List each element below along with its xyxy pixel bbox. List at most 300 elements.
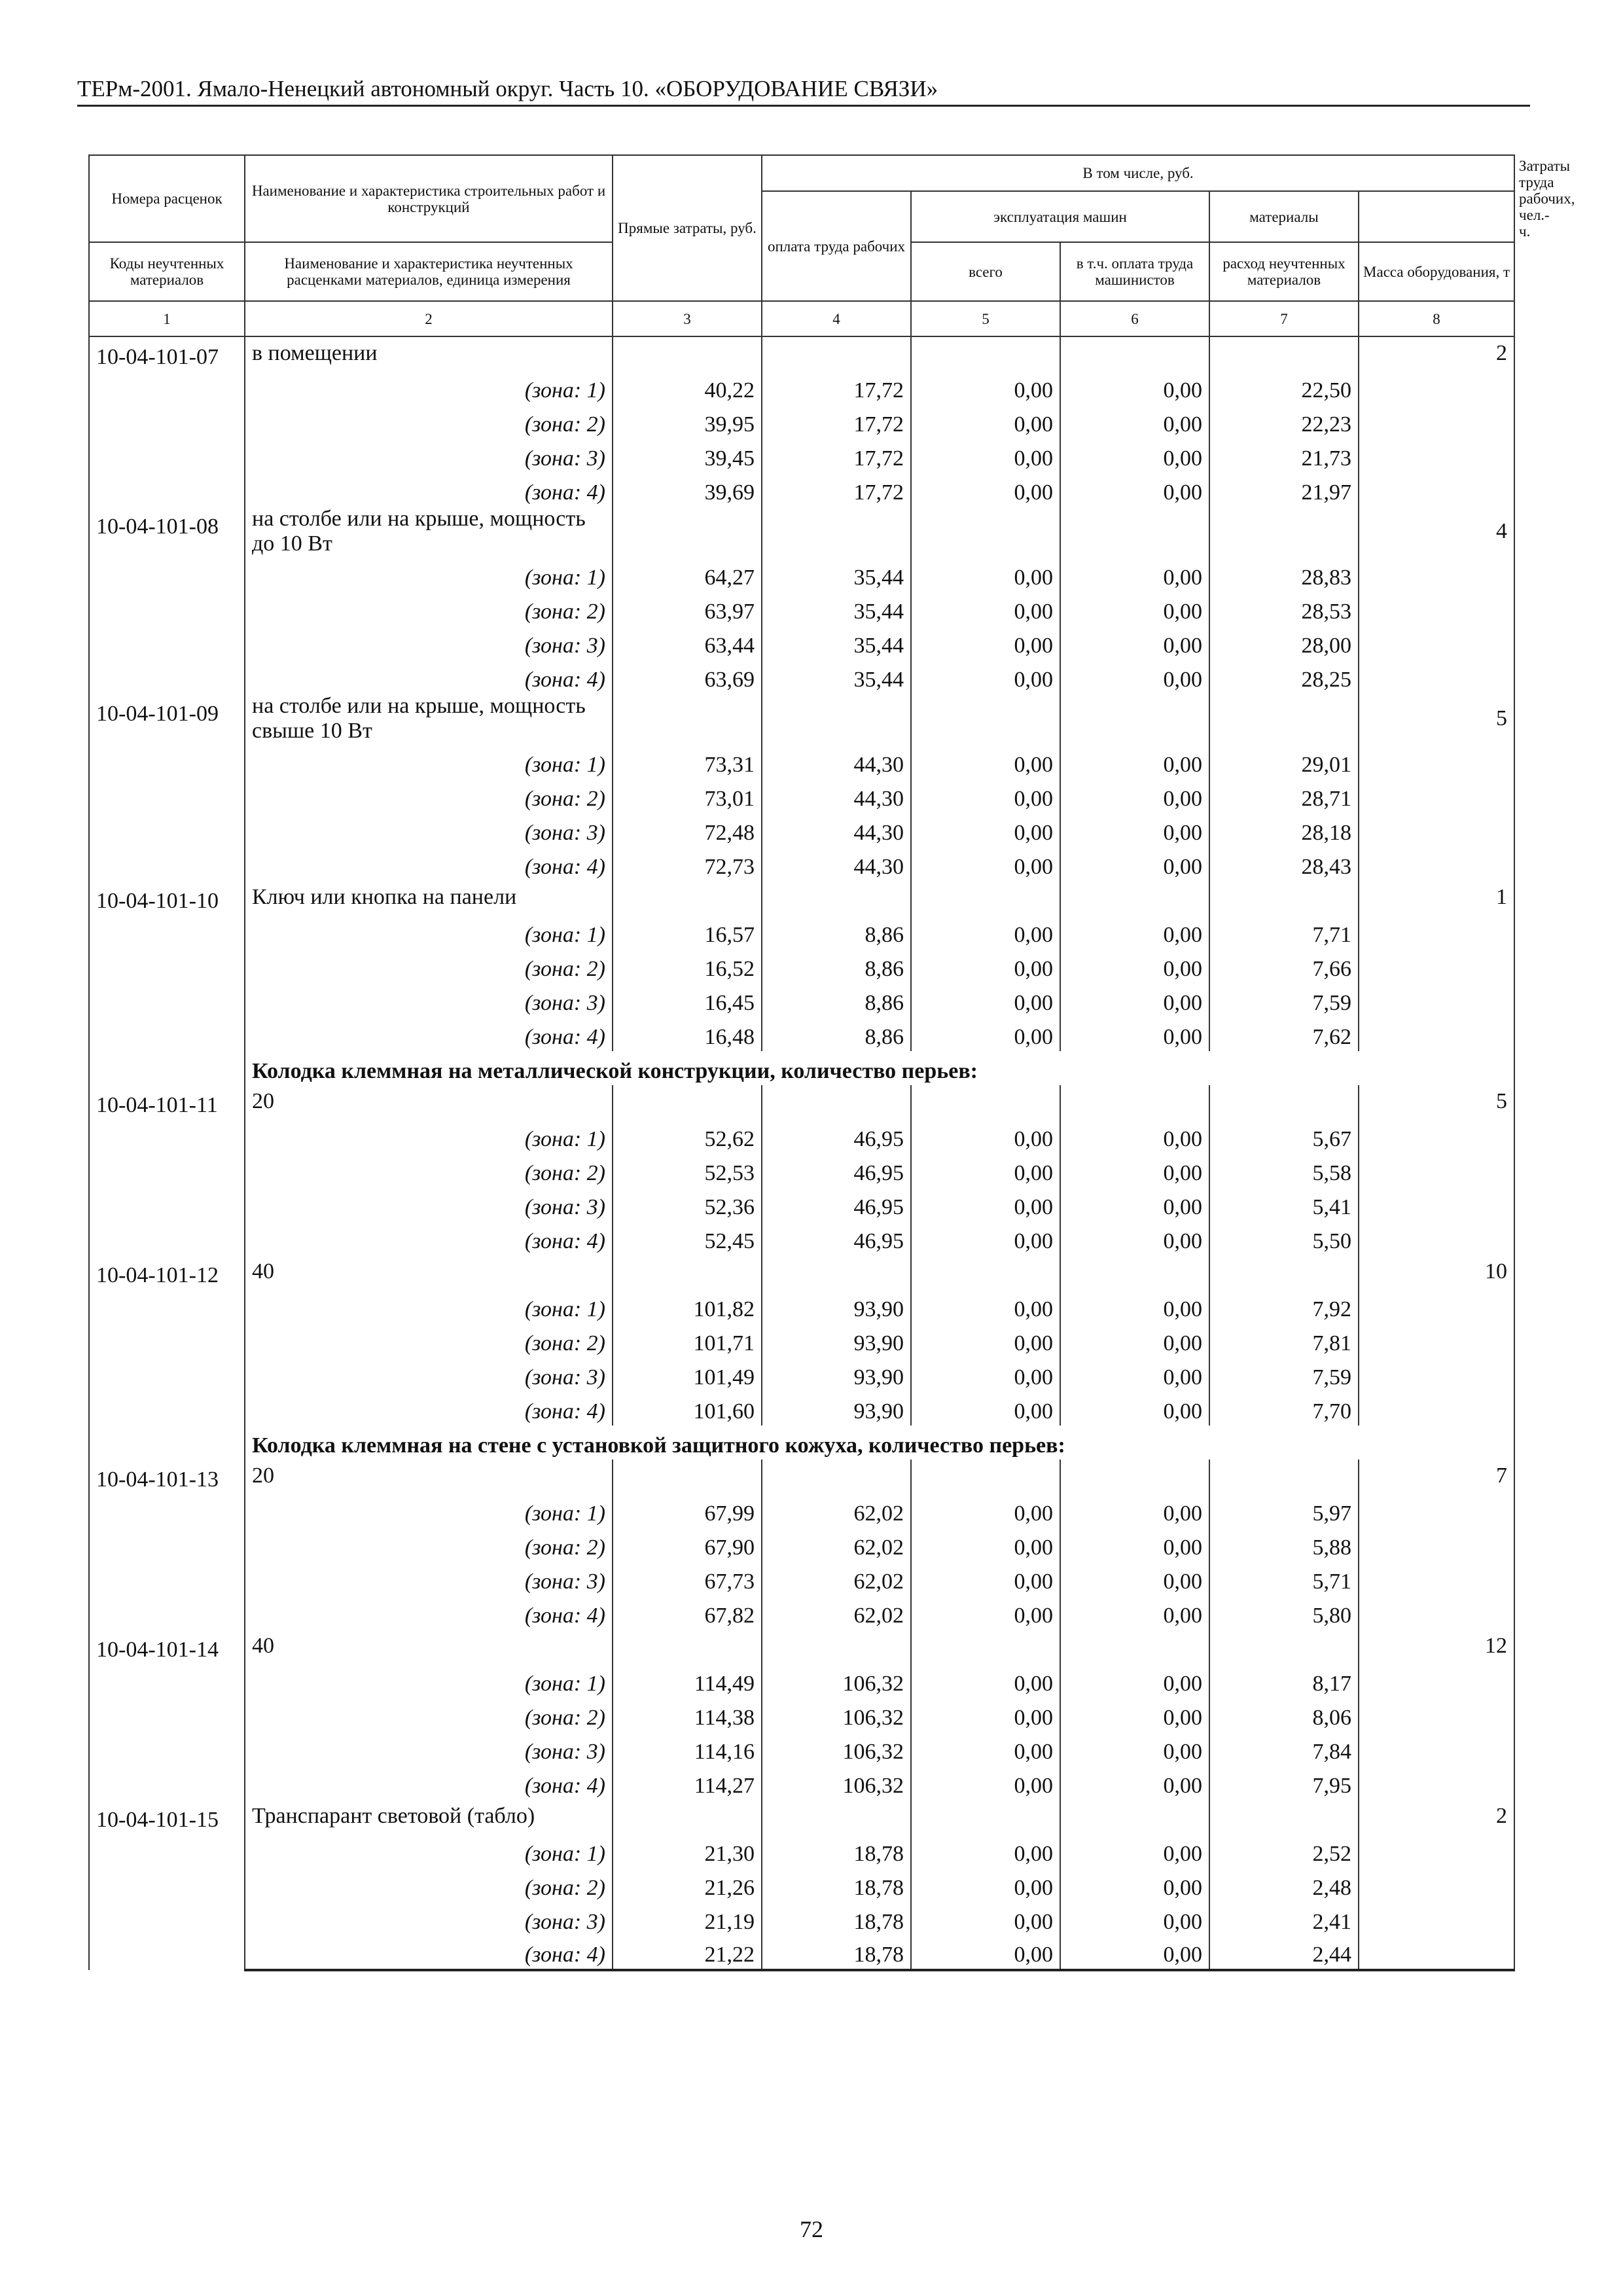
labor-cost-value: 12	[1359, 1630, 1514, 1664]
zone-row	[89, 1596, 1514, 1630]
machinists-pay-value: 0,00	[1060, 779, 1209, 813]
machinists-pay-value: 0,00	[1060, 745, 1209, 779]
materials-value: 5,58	[1209, 1153, 1359, 1187]
empty-cell	[1359, 1868, 1514, 1902]
materials-value: 28,18	[1209, 813, 1359, 847]
machinists-pay-value: 0,00	[1060, 404, 1209, 439]
labor-pay-value: 106,32	[762, 1698, 911, 1732]
machinists-pay-value: 0,00	[1060, 558, 1209, 592]
labor-pay-value: 8,86	[762, 1017, 911, 1051]
rate-code: 10-04-101-08	[89, 507, 245, 694]
direct-cost-value: 114,49	[613, 1664, 762, 1698]
machines-total-value: 0,00	[911, 370, 1060, 404]
materials-value: 28,83	[1209, 558, 1359, 592]
zone-row	[89, 1562, 1514, 1596]
empty-cell	[1359, 1153, 1514, 1187]
labor-cost-value: 5	[1359, 694, 1514, 745]
labor-pay-value: 106,32	[762, 1732, 911, 1766]
empty-cell	[1359, 1528, 1514, 1562]
zone-label: (зона: 4)	[245, 660, 613, 694]
labor-pay-value: 35,44	[762, 592, 911, 626]
machines-total-value: 0,00	[911, 1902, 1060, 1936]
zone-label: (зона: 4)	[245, 1391, 613, 1426]
machinists-pay-value: 0,00	[1060, 983, 1209, 1017]
machinists-pay-value: 0,00	[1060, 949, 1209, 983]
zone-label: (зона: 4)	[245, 473, 613, 507]
zone-row	[89, 1289, 1514, 1323]
labor-pay-value: 18,78	[762, 1868, 911, 1902]
zone-row	[89, 1221, 1514, 1255]
empty-cell	[1209, 1085, 1359, 1119]
direct-cost-value: 73,31	[613, 745, 762, 779]
zone-label: (зона: 4)	[245, 1766, 613, 1800]
materials-value: 28,71	[1209, 779, 1359, 813]
zone-label: (зона: 1)	[245, 1289, 613, 1323]
labor-pay-value: 17,72	[762, 439, 911, 473]
machines-total-value: 0,00	[911, 1936, 1060, 1970]
labor-cost-value: 4	[1359, 507, 1514, 558]
zone-row	[89, 1698, 1514, 1732]
machinists-pay-value: 0,00	[1060, 1562, 1209, 1596]
machines-total-value: 0,00	[911, 1017, 1060, 1051]
empty-cell	[613, 694, 762, 745]
machines-total-value: 0,00	[911, 1766, 1060, 1800]
zone-row	[89, 592, 1514, 626]
machinists-pay-value: 0,00	[1060, 1834, 1209, 1868]
machines-total-value: 0,00	[911, 813, 1060, 847]
header-materials-unaccounted: расход неучтенных материалов	[1209, 242, 1359, 301]
empty-cell	[1359, 1834, 1514, 1868]
machines-total-value: 0,00	[911, 1323, 1060, 1357]
machinists-pay-value: 0,00	[1060, 1494, 1209, 1528]
zone-label: (зона: 1)	[245, 1834, 613, 1868]
empty-cell	[1359, 1221, 1514, 1255]
labor-pay-value: 62,02	[762, 1562, 911, 1596]
direct-cost-value: 16,52	[613, 949, 762, 983]
labor-pay-value: 106,32	[762, 1766, 911, 1800]
materials-value: 5,50	[1209, 1221, 1359, 1255]
header-machines: эксплуатация машин	[911, 191, 1209, 242]
empty-cell	[1359, 592, 1514, 626]
zone-label: (зона: 3)	[245, 1357, 613, 1391]
column-number: 2	[245, 301, 613, 336]
labor-pay-value: 93,90	[762, 1391, 911, 1426]
section-title: Колодка клеммная на металлической конструкции, количество перьев:	[245, 1051, 1514, 1085]
zone-row	[89, 1187, 1514, 1221]
zone-row	[89, 473, 1514, 507]
zone-row	[89, 439, 1514, 473]
machines-total-value: 0,00	[911, 1221, 1060, 1255]
labor-pay-value: 93,90	[762, 1357, 911, 1391]
materials-value: 5,97	[1209, 1494, 1359, 1528]
empty-cell	[613, 507, 762, 558]
direct-cost-value: 40,22	[613, 370, 762, 404]
labor-pay-value: 44,30	[762, 745, 911, 779]
direct-cost-value: 67,82	[613, 1596, 762, 1630]
empty-cell	[1209, 336, 1359, 370]
materials-value: 7,92	[1209, 1289, 1359, 1323]
machinists-pay-value: 0,00	[1060, 370, 1209, 404]
zone-label: (зона: 2)	[245, 949, 613, 983]
direct-cost-value: 101,49	[613, 1357, 762, 1391]
machinists-pay-value: 0,00	[1060, 1902, 1209, 1936]
direct-cost-value: 67,90	[613, 1528, 762, 1562]
machinists-pay-value: 0,00	[1060, 1698, 1209, 1732]
empty-cell	[613, 1255, 762, 1289]
machines-total-value: 0,00	[911, 1153, 1060, 1187]
empty-cell	[1359, 1902, 1514, 1936]
zone-row	[89, 1766, 1514, 1800]
empty-cell	[613, 1800, 762, 1834]
machines-total-value: 0,00	[911, 626, 1060, 660]
labor-pay-value: 8,86	[762, 915, 911, 949]
direct-cost-value: 114,38	[613, 1698, 762, 1732]
zone-label: (зона: 1)	[245, 1664, 613, 1698]
empty-cell	[1359, 1936, 1514, 1970]
machines-total-value: 0,00	[911, 1834, 1060, 1868]
rate-item-row	[89, 336, 1514, 370]
zone-label: (зона: 3)	[245, 1562, 613, 1596]
machines-total-value: 0,00	[911, 1664, 1060, 1698]
machines-total-value: 0,00	[911, 1732, 1060, 1766]
labor-pay-value: 62,02	[762, 1528, 911, 1562]
zone-label: (зона: 1)	[245, 1119, 613, 1153]
zone-row	[89, 1323, 1514, 1357]
machinists-pay-value: 0,00	[1060, 1596, 1209, 1630]
zone-row	[89, 1017, 1514, 1051]
empty-cell	[1359, 1732, 1514, 1766]
materials-value: 7,62	[1209, 1017, 1359, 1051]
zone-row	[89, 1868, 1514, 1902]
machines-total-value: 0,00	[911, 1596, 1060, 1630]
direct-cost-value: 21,19	[613, 1902, 762, 1936]
rate-code: 10-04-101-07	[89, 336, 245, 507]
empty-cell	[1359, 813, 1514, 847]
empty-cell	[1209, 507, 1359, 558]
rate-code: 10-04-101-13	[89, 1460, 245, 1630]
machinists-pay-value: 0,00	[1060, 1528, 1209, 1562]
empty-cell	[911, 881, 1060, 915]
zone-row	[89, 1357, 1514, 1391]
rate-name: 20	[245, 1085, 613, 1119]
empty-cell	[1359, 626, 1514, 660]
zone-row	[89, 949, 1514, 983]
machinists-pay-value: 0,00	[1060, 1119, 1209, 1153]
empty-cell	[911, 1630, 1060, 1664]
empty-cell	[1359, 779, 1514, 813]
empty-cell	[1359, 847, 1514, 881]
labor-pay-value: 62,02	[762, 1596, 911, 1630]
empty-cell	[762, 1255, 911, 1289]
direct-cost-value: 73,01	[613, 779, 762, 813]
direct-cost-value: 52,45	[613, 1221, 762, 1255]
labor-pay-value: 62,02	[762, 1494, 911, 1528]
machinists-pay-value: 0,00	[1060, 1323, 1209, 1357]
column-number: 1	[89, 301, 245, 336]
machinists-pay-value: 0,00	[1060, 1664, 1209, 1698]
zone-row	[89, 813, 1514, 847]
materials-value: 2,52	[1209, 1834, 1359, 1868]
direct-cost-value: 63,97	[613, 592, 762, 626]
header-codes-top: Номера расценок	[89, 155, 245, 242]
direct-cost-value: 52,36	[613, 1187, 762, 1221]
machines-total-value: 0,00	[911, 473, 1060, 507]
machines-total-value: 0,00	[911, 1119, 1060, 1153]
header-labor-bottom: Масса оборудования, т	[1359, 242, 1514, 301]
machinists-pay-value: 0,00	[1060, 592, 1209, 626]
zone-label: (зона: 2)	[245, 1153, 613, 1187]
materials-value: 28,00	[1209, 626, 1359, 660]
labor-pay-value: 46,95	[762, 1153, 911, 1187]
zone-label: (зона: 3)	[245, 626, 613, 660]
labor-pay-value: 18,78	[762, 1936, 911, 1970]
zone-label: (зона: 2)	[245, 1528, 613, 1562]
machines-total-value: 0,00	[911, 949, 1060, 983]
header-materials: материалы	[1209, 191, 1359, 242]
table-body	[89, 336, 1514, 1970]
materials-value: 2,48	[1209, 1868, 1359, 1902]
empty-cell	[613, 881, 762, 915]
empty-cell	[762, 1800, 911, 1834]
section-title: Колодка клеммная на стене с установкой защитного кожуха, количество перьев:	[245, 1426, 1514, 1460]
empty-cell	[613, 1630, 762, 1664]
empty-cell	[762, 1085, 911, 1119]
rate-code: 10-04-101-12	[89, 1255, 245, 1426]
zone-label: (зона: 2)	[245, 779, 613, 813]
rate-name: Транспарант световой (табло)	[245, 1800, 613, 1834]
zone-label: (зона: 1)	[245, 745, 613, 779]
rate-name: 40	[245, 1630, 613, 1664]
machines-total-value: 0,00	[911, 592, 1060, 626]
labor-pay-value: 35,44	[762, 558, 911, 592]
empty-cell	[1359, 473, 1514, 507]
empty-cell	[762, 694, 911, 745]
zone-row	[89, 1153, 1514, 1187]
labor-cost-value: 1	[1359, 881, 1514, 915]
header-labor-pay: оплата труда рабочих	[762, 191, 911, 301]
empty-cell	[613, 336, 762, 370]
empty-cell	[1359, 745, 1514, 779]
rate-name: Ключ или кнопка на панели	[245, 881, 613, 915]
labor-pay-value: 17,72	[762, 370, 911, 404]
rate-item-row	[89, 1800, 1514, 1834]
materials-value: 5,71	[1209, 1562, 1359, 1596]
zone-row	[89, 558, 1514, 592]
labor-pay-value: 44,30	[762, 813, 911, 847]
empty-cell	[1209, 1255, 1359, 1289]
rate-code: 10-04-101-15	[89, 1800, 245, 1970]
rates-table	[88, 154, 1575, 1971]
empty-cell	[762, 1630, 911, 1664]
empty-cell	[1209, 694, 1359, 745]
machines-total-value: 0,00	[911, 983, 1060, 1017]
empty-cell	[1359, 1391, 1514, 1426]
machinists-pay-value: 0,00	[1060, 847, 1209, 881]
zone-row	[89, 404, 1514, 439]
materials-value: 28,43	[1209, 847, 1359, 881]
materials-value: 2,41	[1209, 1902, 1359, 1936]
labor-pay-value: 8,86	[762, 949, 911, 983]
zone-label: (зона: 1)	[245, 370, 613, 404]
machines-total-value: 0,00	[911, 1528, 1060, 1562]
zone-row	[89, 915, 1514, 949]
materials-value: 7,81	[1209, 1323, 1359, 1357]
zone-label: (зона: 1)	[245, 558, 613, 592]
materials-value: 2,44	[1209, 1936, 1359, 1970]
labor-pay-value: 18,78	[762, 1834, 911, 1868]
zone-row	[89, 745, 1514, 779]
machines-total-value: 0,00	[911, 404, 1060, 439]
empty-cell	[911, 507, 1060, 558]
empty-cell	[911, 1085, 1060, 1119]
zone-label: (зона: 2)	[245, 1323, 613, 1357]
labor-pay-value: 35,44	[762, 626, 911, 660]
page-number: 72	[800, 2216, 823, 2242]
zone-row	[89, 1664, 1514, 1698]
machinists-pay-value: 0,00	[1060, 1391, 1209, 1426]
zone-row	[89, 1936, 1514, 1970]
table-header: Номера расценок Наименование и характеристика строительных работ и конструкций Прямые затраты, руб. В том числе, руб. Затраты труда рабочих, чел.-ч. оплата труда рабочих эксплуатация машин материалы Коды неучтенных материалов Наименование и характеристика неучтенных расценками материалов, единица измерения всего в т.ч. оплата труда машинистов расход неучтенных материалов Масса оборудования, т 1 2 3 4 5 6 7 8	[89, 155, 1514, 336]
empty-cell	[762, 881, 911, 915]
labor-cost-value: 5	[1359, 1085, 1514, 1119]
empty-cell	[1060, 1800, 1209, 1834]
empty-cell	[1060, 336, 1209, 370]
rate-name: в помещении	[245, 336, 613, 370]
empty-cell	[1060, 1255, 1209, 1289]
zone-label: (зона: 2)	[245, 592, 613, 626]
machines-total-value: 0,00	[911, 1391, 1060, 1426]
direct-cost-value: 52,53	[613, 1153, 762, 1187]
header-column-numbers	[89, 301, 1514, 336]
materials-value: 7,59	[1209, 1357, 1359, 1391]
rate-name: на столбе или на крыше, мощность свыше 10 Вт	[245, 694, 613, 745]
direct-cost-value: 72,48	[613, 813, 762, 847]
zone-row	[89, 779, 1514, 813]
empty-cell	[1209, 1630, 1359, 1664]
machines-total-value: 0,00	[911, 779, 1060, 813]
machinists-pay-value: 0,00	[1060, 626, 1209, 660]
labor-pay-value: 46,95	[762, 1119, 911, 1153]
page-header: ТЕРм-2001. Ямало-Ненецкий автономный округ. Часть 10. «ОБОРУДОВАНИЕ СВЯЗИ»	[77, 76, 938, 101]
header-including: В том числе, руб.	[762, 155, 1514, 191]
direct-cost-value: 52,62	[613, 1119, 762, 1153]
materials-value: 21,73	[1209, 439, 1359, 473]
machinists-pay-value: 0,00	[1060, 915, 1209, 949]
machines-total-value: 0,00	[911, 1187, 1060, 1221]
empty-cell	[1060, 507, 1209, 558]
materials-value: 8,17	[1209, 1664, 1359, 1698]
empty-cell	[911, 694, 1060, 745]
column-number: 5	[911, 301, 1060, 336]
materials-value: 22,23	[1209, 404, 1359, 439]
materials-value: 7,70	[1209, 1391, 1359, 1426]
zone-label: (зона: 3)	[245, 439, 613, 473]
empty-cell	[1359, 439, 1514, 473]
zone-row	[89, 1119, 1514, 1153]
machinists-pay-value: 0,00	[1060, 1289, 1209, 1323]
labor-pay-value: 17,72	[762, 473, 911, 507]
rate-item-row	[89, 881, 1514, 915]
labor-pay-value: 106,32	[762, 1664, 911, 1698]
empty-cell	[1359, 1289, 1514, 1323]
empty-cell	[1359, 949, 1514, 983]
empty-cell	[1359, 1494, 1514, 1528]
zone-row	[89, 1528, 1514, 1562]
labor-cost-value: 2	[1359, 1800, 1514, 1834]
zone-label: (зона: 3)	[245, 1187, 613, 1221]
materials-value: 5,80	[1209, 1596, 1359, 1630]
header-machinists-pay: в т.ч. оплата труда машинистов	[1060, 242, 1209, 301]
column-number: 8	[1359, 301, 1514, 336]
rate-item-row	[89, 1085, 1514, 1119]
labor-pay-value: 46,95	[762, 1187, 911, 1221]
materials-value: 5,67	[1209, 1119, 1359, 1153]
machinists-pay-value: 0,00	[1060, 1732, 1209, 1766]
direct-cost-value: 101,71	[613, 1323, 762, 1357]
labor-pay-value: 46,95	[762, 1221, 911, 1255]
machines-total-value: 0,00	[911, 1494, 1060, 1528]
zone-label: (зона: 3)	[245, 813, 613, 847]
zone-label: (зона: 3)	[245, 1902, 613, 1936]
zone-row	[89, 1732, 1514, 1766]
zone-row	[89, 1902, 1514, 1936]
zone-label: (зона: 4)	[245, 847, 613, 881]
rate-name: 40	[245, 1255, 613, 1289]
machines-total-value: 0,00	[911, 915, 1060, 949]
labor-pay-value: 93,90	[762, 1289, 911, 1323]
direct-cost-value: 63,69	[613, 660, 762, 694]
zone-label: (зона: 3)	[245, 1732, 613, 1766]
zone-row	[89, 847, 1514, 881]
zone-row	[89, 1391, 1514, 1426]
empty-cell	[1060, 1085, 1209, 1119]
empty-cell	[1060, 694, 1209, 745]
zone-label: (зона: 2)	[245, 1698, 613, 1732]
empty-cell	[1359, 558, 1514, 592]
rate-name: на столбе или на крыше, мощность до 10 Вт	[245, 507, 613, 558]
materials-value: 22,50	[1209, 370, 1359, 404]
header-name-top: Наименование и характеристика строительных работ и конструкций	[245, 155, 613, 242]
materials-value: 28,53	[1209, 592, 1359, 626]
rate-item-row	[89, 694, 1514, 745]
rate-code: 10-04-101-09	[89, 694, 245, 881]
empty-cell	[1359, 1562, 1514, 1596]
zone-row	[89, 660, 1514, 694]
direct-cost-value: 114,16	[613, 1732, 762, 1766]
empty-cell	[613, 1085, 762, 1119]
direct-cost-value: 64,27	[613, 558, 762, 592]
rate-item-row	[89, 507, 1514, 558]
direct-cost-value: 67,99	[613, 1494, 762, 1528]
direct-cost-value: 101,60	[613, 1391, 762, 1426]
labor-pay-value: 35,44	[762, 660, 911, 694]
rate-item-row	[89, 1630, 1514, 1664]
zone-label: (зона: 4)	[245, 1017, 613, 1051]
machinists-pay-value: 0,00	[1060, 1153, 1209, 1187]
zone-row	[89, 1494, 1514, 1528]
direct-cost-value: 39,95	[613, 404, 762, 439]
zone-label: (зона: 1)	[245, 1494, 613, 1528]
empty-cell	[1359, 370, 1514, 404]
labor-pay-value: 44,30	[762, 847, 911, 881]
empty-cell	[1209, 881, 1359, 915]
materials-value: 7,66	[1209, 949, 1359, 983]
direct-cost-value: 21,22	[613, 1936, 762, 1970]
empty-cell	[1209, 1800, 1359, 1834]
zone-row	[89, 1834, 1514, 1868]
machinists-pay-value: 0,00	[1060, 473, 1209, 507]
header-machines-total: всего	[911, 242, 1060, 301]
